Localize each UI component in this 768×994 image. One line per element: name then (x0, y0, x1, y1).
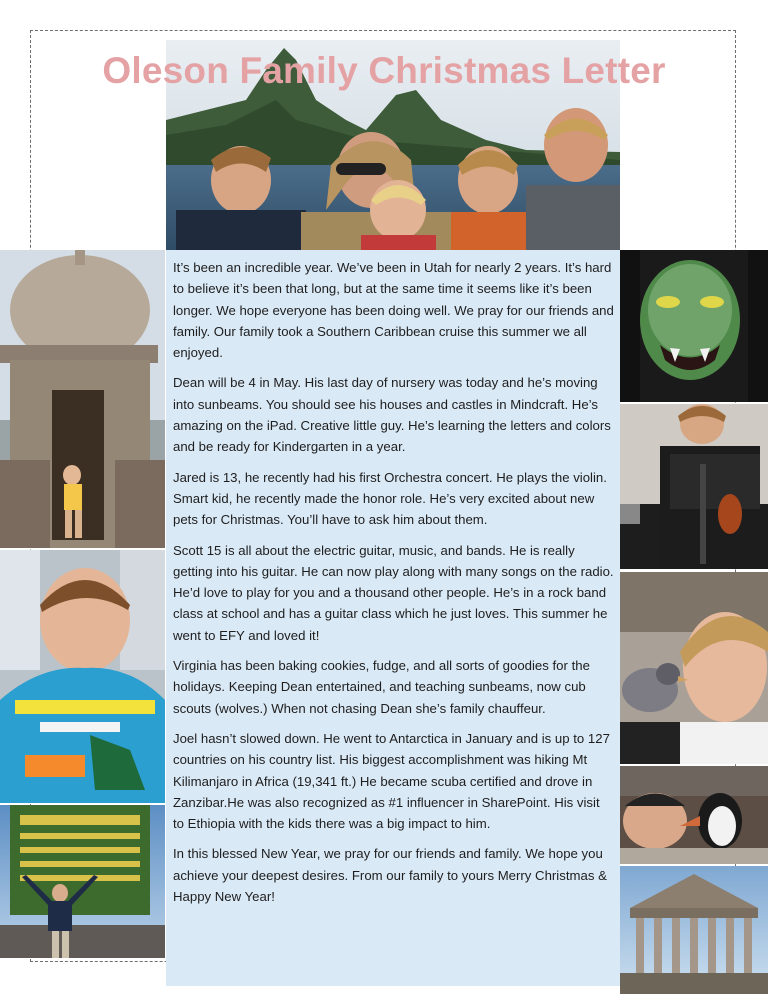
page-title: Oleson Family Christmas Letter (102, 50, 666, 91)
child-photo (0, 250, 165, 548)
pigeon-photo (620, 572, 768, 764)
temple-photo (620, 866, 768, 994)
summit-photo (0, 805, 165, 958)
letter-body (166, 250, 620, 986)
paragraph-virginia: Virginia has been baking cookies, fudge, and all sorts of goodies for the holidays. Keeping Dean entertained, and teaching sunbeams, now cub scouts (wolves.) When not chasing Dean she’s family chauffeur. (173, 658, 590, 716)
boy-photo (0, 550, 165, 803)
violin-photo (620, 404, 768, 569)
paragraph-scott: Scott 15 is all about the electric guitar, music, and bands. He is really getting into his guitar. He can now play along with many songs on the radio. He’d love to play for you and a thousand other people. He’s in a rock band class at school and has a guitar class which he just loves. This summer he went to EFY and loved it! (173, 542, 614, 643)
paragraph-closing: In this blessed New Year, we pray for our friends and family. We hope you achieve your deepest desires. From our family to yours Merry Christmas & Happy New Year! (173, 846, 607, 905)
paragraph-jared: Jared is 13, he recently had his first Orchestra concert. He plays the violin. Smart kid, he recently made the honor role. He’s very excited about new pets for Christmas. You’ll have to ask him about them. (173, 469, 607, 528)
mask-photo (620, 250, 768, 402)
paragraph-dean: Dean will be 4 in May. His last day of nursery was today and he’s moving into sunbeams. You should see his houses and castles in Mindcraft. He’s amazing on the iPad. Creative little guy. He’s learning the letters and colors and be ready for Kindergarten in a year. (173, 375, 611, 455)
paragraph-joel: Joel hasn’t slowed down. He went to Antarctica in January and is up to 127 countries on his country list. His biggest accomplishment was hiking Mt Kilimanjaro in Africa (19,341 ft.) He became scuba certified and drove in Zanzibar.He was also recognized as #1 influencer in SharePoint. His visit to Ethiopia with the kids there was a big impact to him. (173, 730, 610, 832)
paragraph-intro: It’s been an incredible year. We’ve been in Utah for nearly 2 years. It’s hard to believe it’s been that long, but at the same time it seems like it’s been longer. We hope everyone has been doing well. We pray for our friends and family. Our family took a Southern Caribbean cruise this summer we all enjoyed. (173, 260, 614, 361)
penguin-photo (620, 766, 768, 864)
